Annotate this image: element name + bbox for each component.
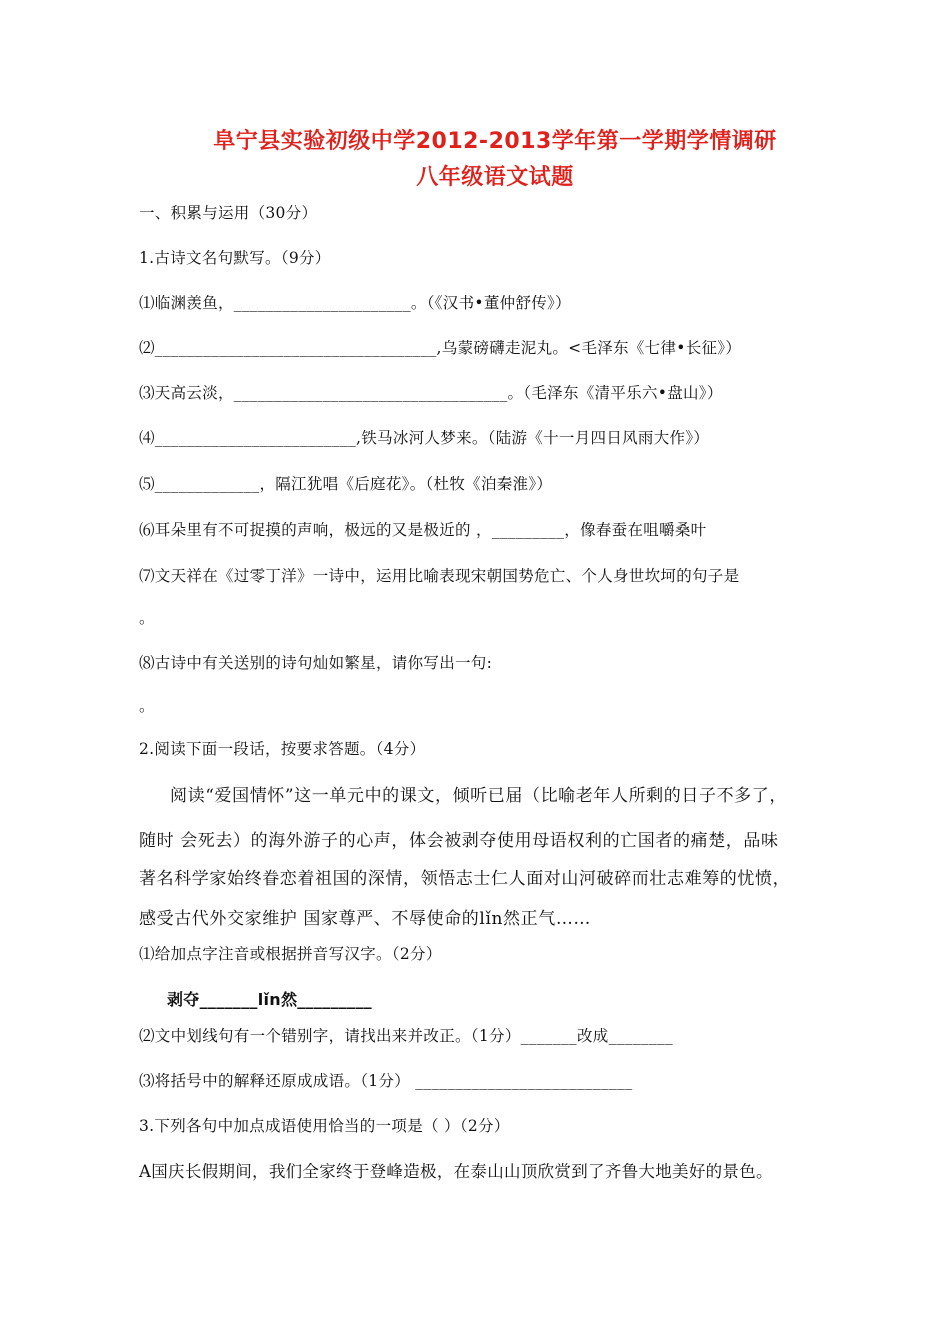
question-1: 1.古诗文名句默写。（9分）	[139, 249, 331, 267]
question-1-6: ⑹耳朵里有不可捉摸的声响，极远的又是极近的 ，_________，像春蚕在咀嚼桑叶	[139, 521, 707, 539]
exam-subtitle: 八年级语文试题	[416, 165, 574, 190]
question-1-5: ⑸_____________，隔江犹唱《后庭花》。（杜牧《泊秦淮》）	[139, 475, 553, 493]
question-1-8: ⑻古诗中有关送别的诗句灿如繁星，请你写出一句:	[139, 654, 493, 672]
question-1-7: ⑺文天祥在《过零丁洋》一诗中，运用比喻表现宋朝国势危亡、个人身世坎坷的句子是	[139, 567, 740, 585]
question-3: 3.下列各句中加点成语使用恰当的一项是（ ）（2分）	[139, 1117, 510, 1135]
question-1-1: ⑴临渊羡鱼，______________________。（《汉书•董仲舒传》）	[139, 294, 571, 312]
question-1-4: ⑷_________________________,铁马冰河人梦来。（陆游《十一月四日风雨大作》）	[139, 429, 710, 447]
question-1-2: ⑵___________________________________,乌蒙磅礴走泥丸。<毛泽东《七律•长征》）	[139, 339, 742, 357]
section-heading: 一、积累与运用（30分）	[139, 204, 318, 222]
question-2-3: ⑶将括号中的解释还原成成语。（1分） ___________________________	[139, 1072, 633, 1090]
answer-blank-1-7: 。	[139, 609, 155, 627]
passage-line-1: 阅读“爱国情怀”这一单元中的课文，倾听已届（比喻老年人所剩的日子不多了，	[170, 786, 787, 806]
exam-title: 阜宁县实验初级中学2012-2013学年第一学期学情调研	[213, 129, 777, 154]
answer-blank-1-8: 。	[139, 697, 155, 715]
question-1-3: ⑶天高云淡，__________________________________。（毛泽东《清平乐六•盘山》）	[139, 384, 723, 402]
question-2-2: ⑵文中划线句有一个错别字，请找出来并改正。（1分）_______改成________	[139, 1027, 673, 1045]
passage-line-4: 感受古代外交家维护 国家尊严、不辱使命的lǐn然正气……	[139, 909, 592, 929]
passage-line-3: 著名科学家始终眷恋着祖国的深情，领悟志士仁人面对山河破碎而壮志难筹的忧愤，	[139, 869, 791, 889]
question-2-1: ⑴给加点字注音或根据拼音写汉字。（2分）	[139, 945, 442, 963]
question-2-1-blanks: 剥夺_______lǐn然_________	[167, 990, 372, 1009]
question-3-option-a: A国庆长假期间，我们全家终于登峰造极，在泰山山顶欣赏到了齐鲁大地美好的景色。	[139, 1162, 773, 1181]
passage-line-2: 随时 会死去）的海外游子的心声，体会被剥夺使用母语权利的亡国者的痛楚，品味	[139, 831, 779, 851]
question-2: 2.阅读下面一段话，按要求答题。（4分）	[139, 740, 426, 758]
